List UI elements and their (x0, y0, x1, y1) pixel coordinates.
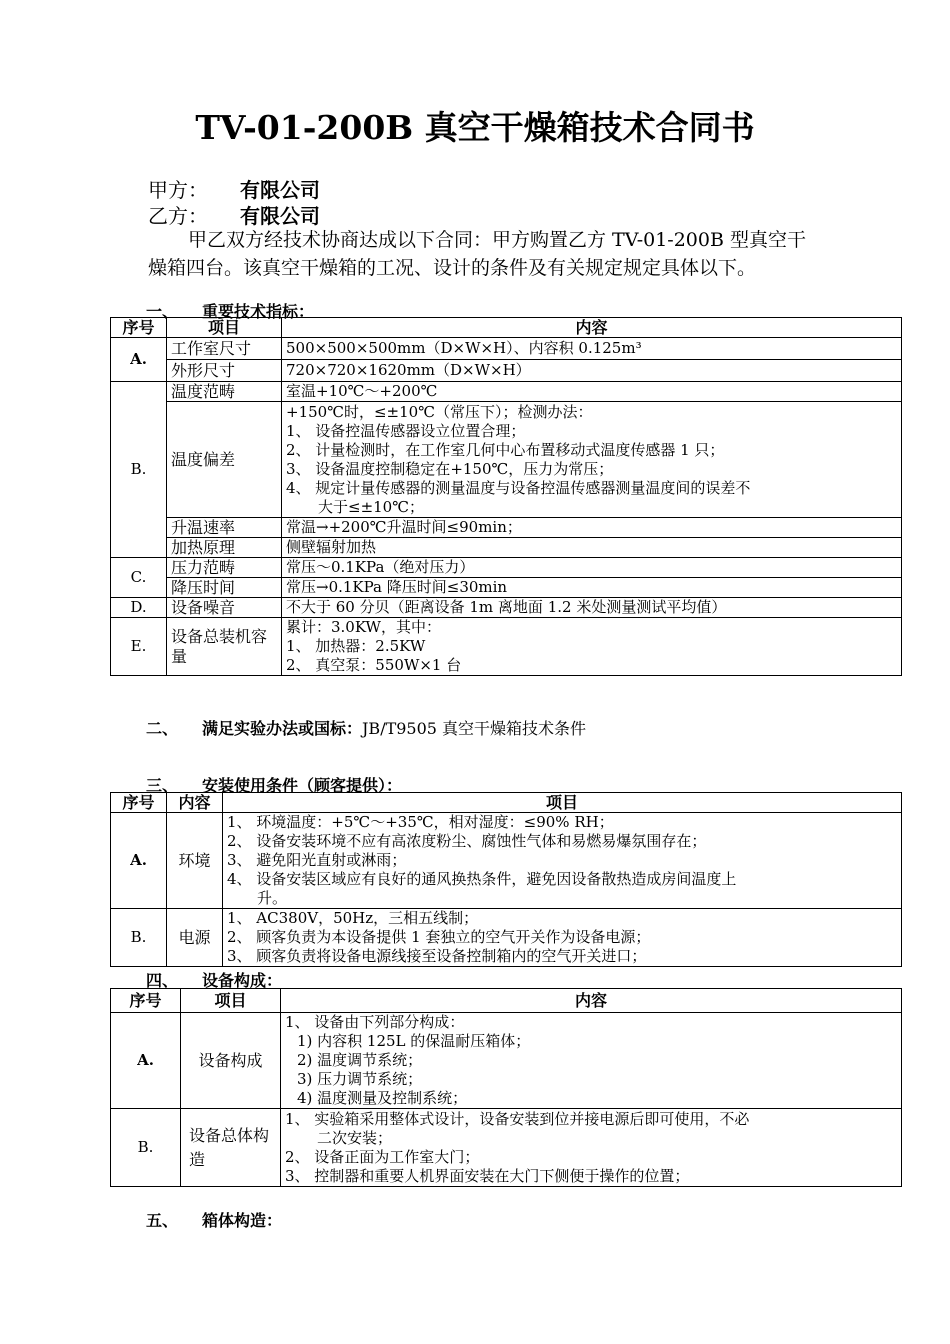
col-header-item: 项目 (223, 793, 902, 813)
table-row (111, 518, 902, 538)
item-cell: 降压时间 (167, 578, 282, 598)
content-line: 3、 控制器和重要人机界面安装在大门下侧便于操作的位置； (285, 1166, 690, 1185)
content-line: 1、 加热器：2.5KW (286, 637, 426, 655)
item-cell: 电源 (167, 909, 223, 967)
content-cell (281, 1013, 902, 1109)
seq-cell: A. (111, 338, 167, 382)
item-cell: 设备噪音 (167, 598, 282, 618)
content-cell: 500×500×500mm（D×W×H）、内容积 0.125m³ (282, 338, 902, 360)
table-row (111, 402, 902, 518)
col-header-seq: 序号 (111, 989, 181, 1013)
content-line: 1) 内容积 125L 的保温耐压箱体； (297, 1032, 531, 1050)
col-header-seq: 序号 (111, 793, 167, 813)
party-b-value: 有限公司 (240, 204, 320, 228)
content-line: 升。 (257, 889, 288, 907)
section-5-heading (146, 1208, 282, 1231)
col-header-content: 内容 (282, 318, 902, 338)
intro-text: 甲乙双方经技术协商达成以下合同：甲方购置乙方 TV-01-200B 型真空干燥箱四台。该真空干燥箱的工况、设计的条件及有关规定规定具体以下。 (148, 229, 806, 279)
content-line: 3、 顾客负责将设备电源线接至设备控制箱内的空气开关进口； (227, 947, 647, 965)
table-row (111, 538, 902, 558)
seq-cell: D. (111, 598, 167, 618)
content-line: 2、 设备正面为工作室大门； (285, 1147, 480, 1166)
content-cell: 侧壁辐射加热 (282, 538, 902, 558)
section-3-num: 三、 (146, 776, 179, 795)
content-cell (282, 402, 902, 518)
table-row (111, 618, 902, 676)
item-cell: 设备总体构造 (181, 1109, 281, 1187)
section-5-title: 箱体构造： (202, 1211, 283, 1230)
seq-cell: B. (111, 382, 167, 558)
document-title: TV-01-200B 真空干燥箱技术合同书 (195, 108, 755, 147)
table-row (111, 360, 902, 382)
seq-cell: B. (111, 1109, 181, 1187)
party-a-value: 有限公司 (240, 178, 320, 202)
party-b-label: 乙方： (148, 204, 208, 228)
tech-spec-table (110, 317, 902, 676)
table-row (111, 382, 902, 402)
table-row (111, 1109, 902, 1187)
seq-cell: C. (111, 558, 167, 598)
party-a-label: 甲方： (148, 178, 208, 202)
table-row (111, 558, 902, 578)
table-row (111, 1013, 902, 1109)
item-cell: 加热原理 (167, 538, 282, 558)
seq-cell: A. (111, 813, 167, 909)
section-2-title: 满足实验办法或国标： (202, 719, 363, 738)
section-1-title: 重要技术指标： (202, 302, 315, 321)
section-1-num: 一、 (146, 302, 179, 321)
section-4-num: 四、 (146, 971, 179, 990)
table-row (111, 598, 902, 618)
content-line: 2) 温度调节系统； (297, 1051, 423, 1069)
content-cell (282, 618, 902, 676)
content-line: 4、 规定计量传感器的测量温度与设备控温传感器测量温度间的误差不 (286, 478, 751, 497)
content-line: 2、 设备安装环境不应有高浓度粉尘、腐蚀性气体和易燃易爆氛围存在； (227, 832, 707, 850)
content-line: 1、 设备由下列部分构成： (285, 1013, 465, 1031)
seq-cell: A. (111, 1013, 181, 1109)
content-cell: 常温→+200℃升温时间≤90min； (282, 518, 902, 538)
equipment-composition-table (110, 988, 902, 1187)
seq-cell: B. (111, 909, 167, 967)
content-line: 2、 计量检测时，在工作室几何中心布置移动式温度传感器 1 只； (286, 440, 725, 459)
install-conditions-table (110, 792, 902, 967)
content-line: 累计：3.0KW，其中： (286, 618, 441, 636)
content-line: 2、 真空泵：550W×1 台 (286, 656, 462, 674)
section-2-num: 二、 (146, 719, 179, 738)
content-cell (223, 813, 902, 909)
section-2-value: JB/T9505 真空干燥箱技术条件 (362, 719, 587, 738)
col-header-seq: 序号 (111, 318, 167, 338)
item-cell: 设备总装机容量 (167, 618, 282, 676)
section-3-title: 安装使用条件（顾客提供）： (202, 776, 403, 795)
item-cell: 温度范畴 (167, 382, 282, 402)
section-4-title: 设备构成： (202, 971, 283, 990)
content-line: 4、 设备安装区域应有良好的通风换热条件，避免因设备散热造成房间温度上 (227, 870, 737, 888)
section-2-heading (146, 716, 586, 739)
item-cell: 工作室尺寸 (167, 338, 282, 360)
content-line: 大于≤±10℃； (318, 497, 425, 516)
col-header-item: 项目 (167, 318, 282, 338)
item-cell: 设备构成 (181, 1013, 281, 1109)
content-line: 1、 环境温度：+5℃～+35℃，相对湿度：≤90% RH； (227, 813, 614, 831)
content-line: 1、 设备控温传感器设立位置合理； (286, 421, 526, 440)
item-cell: 外形尺寸 (167, 360, 282, 382)
content-line: 二次安装； (317, 1128, 393, 1147)
content-line: 2、 顾客负责为本设备提供 1 套独立的空气开关作为设备电源； (227, 928, 651, 946)
content-cell: 常压→0.1KPa 降压时间≤30min (282, 578, 902, 598)
content-line: 3) 压力调节系统； (297, 1070, 423, 1088)
item-cell: 升温速率 (167, 518, 282, 538)
content-cell: 室温+10℃～+200℃ (282, 382, 902, 402)
col-header-content: 内容 (281, 989, 902, 1013)
party-a (148, 174, 320, 203)
table-row (111, 813, 902, 909)
item-cell: 压力范畴 (167, 558, 282, 578)
content-line: 3、 设备温度控制稳定在+150℃，压力为常压； (286, 459, 614, 478)
content-line: +150℃时，≤±10℃（常压下）；检测办法： (286, 402, 593, 421)
col-header-content: 内容 (167, 793, 223, 813)
content-line: 1、 AC380V，50Hz，三相五线制； (227, 909, 479, 927)
content-line: 3、 避免阳光直射或淋雨； (227, 851, 407, 869)
content-cell (281, 1109, 902, 1187)
item-cell: 温度偏差 (167, 402, 282, 518)
content-cell: 常压～0.1KPa（绝对压力） (282, 558, 902, 578)
content-line: 1、 实验箱采用整体式设计，设备安装到位并接电源后即可使用，不必 (285, 1109, 750, 1128)
col-header-item: 项目 (181, 989, 281, 1013)
table-row (111, 578, 902, 598)
item-cell: 环境 (167, 813, 223, 909)
content-line: 4) 温度测量及控制系统； (297, 1089, 468, 1107)
table-row (111, 338, 902, 360)
content-cell: 720×720×1620mm（D×W×H） (282, 360, 902, 382)
party-b (148, 200, 320, 229)
seq-cell: E. (111, 618, 167, 676)
content-cell (223, 909, 902, 967)
content-cell: 不大于 60 分贝（距离设备 1m 离地面 1.2 米处测量测试平均值） (282, 598, 902, 618)
intro-paragraph (148, 226, 818, 282)
table-row (111, 909, 902, 967)
section-5-num: 五、 (146, 1211, 179, 1230)
